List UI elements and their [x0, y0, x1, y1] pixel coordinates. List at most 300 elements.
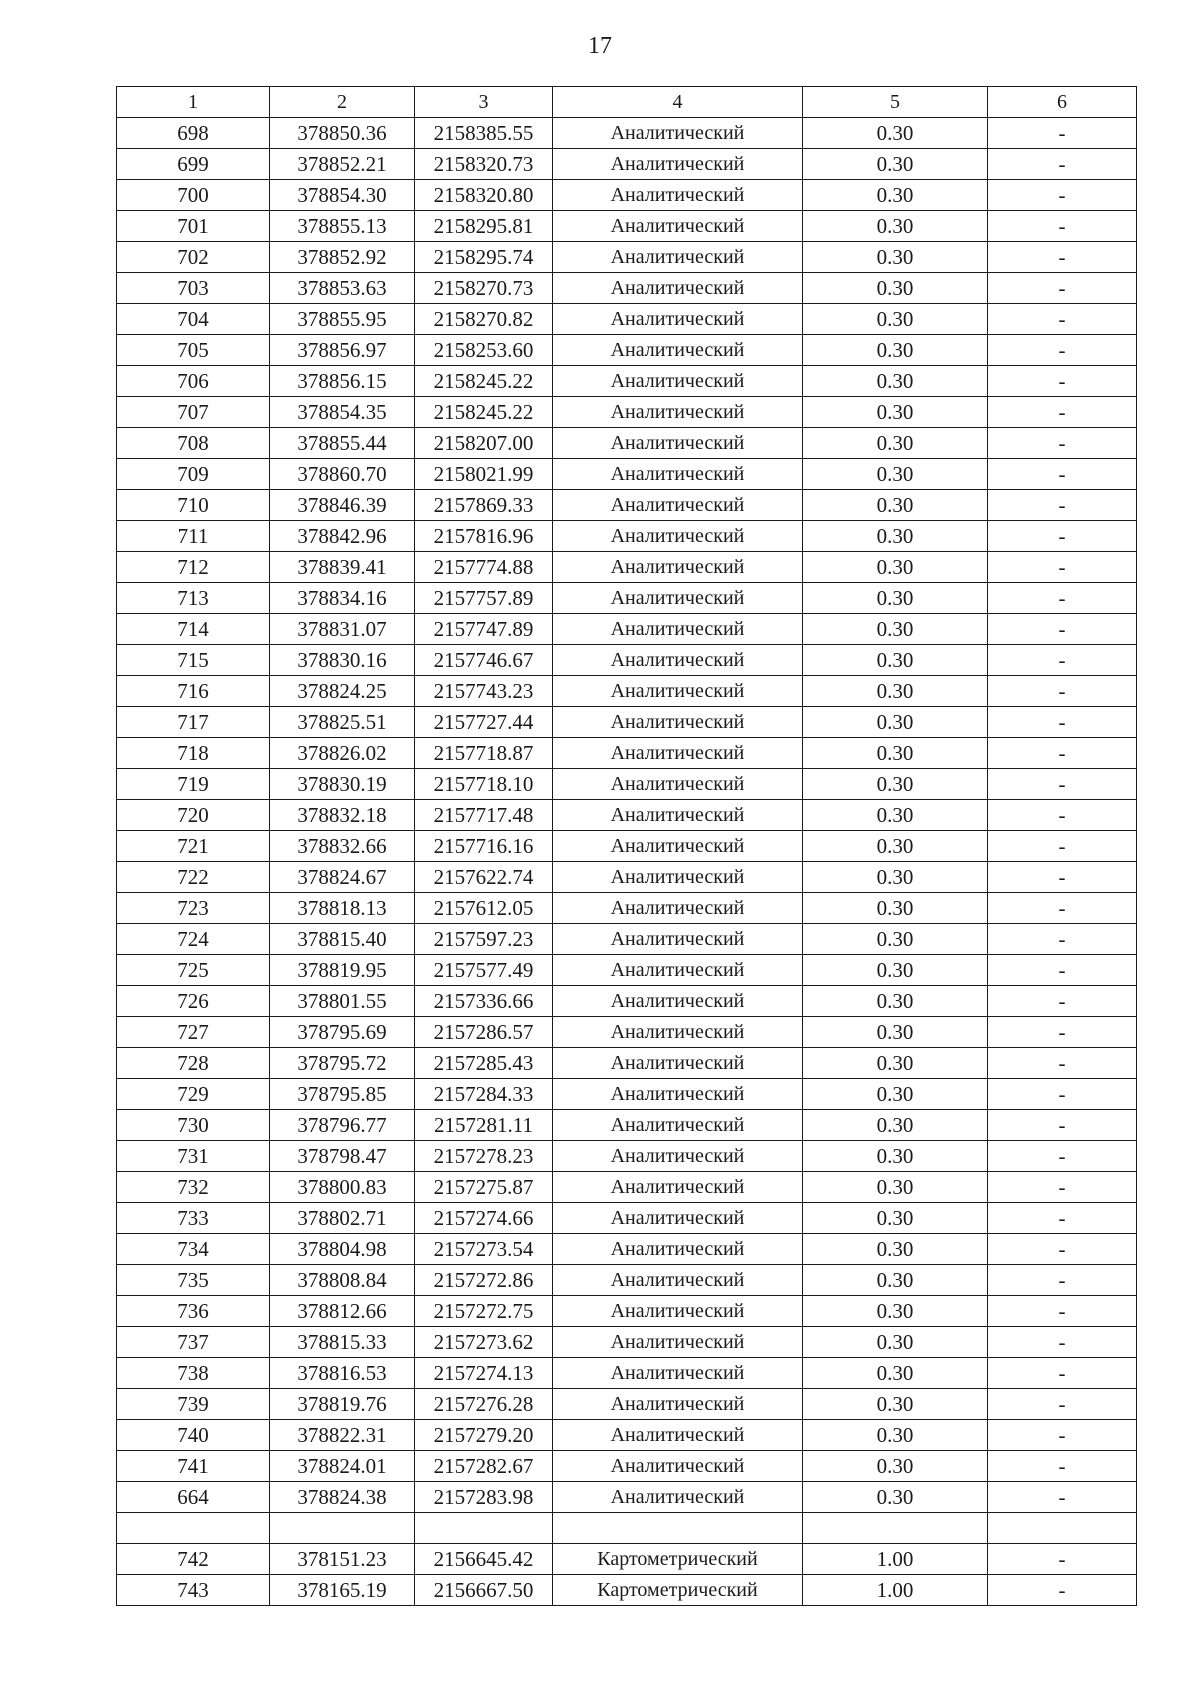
point-number-cell: 717	[117, 707, 270, 738]
y-coordinate-cell: 2158270.73	[415, 273, 553, 304]
y-coordinate-cell: 2157743.23	[415, 676, 553, 707]
note-cell: -	[988, 1575, 1137, 1606]
point-number-cell: 731	[117, 1141, 270, 1172]
point-number-cell: 664	[117, 1482, 270, 1513]
accuracy-cell: 0.30	[803, 707, 988, 738]
table-row	[117, 986, 1137, 1017]
table-row	[117, 1482, 1137, 1513]
accuracy-cell: 0.30	[803, 1420, 988, 1451]
table-row	[117, 831, 1137, 862]
table-row	[117, 1141, 1137, 1172]
x-coordinate-cell: 378826.02	[270, 738, 415, 769]
y-coordinate-cell: 2158245.22	[415, 366, 553, 397]
y-coordinate-cell: 2157622.74	[415, 862, 553, 893]
point-number-cell: 724	[117, 924, 270, 955]
accuracy-cell: 0.30	[803, 1110, 988, 1141]
column-header-3: 3	[415, 87, 553, 118]
method-cell: Аналитический	[553, 304, 803, 335]
table-row	[117, 645, 1137, 676]
x-coordinate-cell: 378812.66	[270, 1296, 415, 1327]
accuracy-cell: 0.30	[803, 1079, 988, 1110]
y-coordinate-cell: 2157747.89	[415, 614, 553, 645]
accuracy-cell: 0.30	[803, 1327, 988, 1358]
point-number-cell: 730	[117, 1110, 270, 1141]
point-number-cell: 729	[117, 1079, 270, 1110]
x-coordinate-cell: 378824.67	[270, 862, 415, 893]
x-coordinate-cell: 378853.63	[270, 273, 415, 304]
accuracy-cell: 0.30	[803, 676, 988, 707]
y-coordinate-cell: 2158245.22	[415, 397, 553, 428]
table-row	[117, 552, 1137, 583]
x-coordinate-cell: 378165.19	[270, 1575, 415, 1606]
point-number-cell: 703	[117, 273, 270, 304]
method-cell: Аналитический	[553, 1389, 803, 1420]
point-number-cell	[117, 1513, 270, 1544]
note-cell: -	[988, 676, 1137, 707]
table-row	[117, 1265, 1137, 1296]
note-cell: -	[988, 645, 1137, 676]
point-number-cell: 707	[117, 397, 270, 428]
y-coordinate-cell: 2157273.62	[415, 1327, 553, 1358]
y-coordinate-cell: 2157279.20	[415, 1420, 553, 1451]
accuracy-cell: 0.30	[803, 180, 988, 211]
note-cell: -	[988, 149, 1137, 180]
note-cell: -	[988, 738, 1137, 769]
table-row	[117, 769, 1137, 800]
method-cell: Аналитический	[553, 1234, 803, 1265]
method-cell: Аналитический	[553, 180, 803, 211]
table-row	[117, 1079, 1137, 1110]
method-cell: Аналитический	[553, 1296, 803, 1327]
y-coordinate-cell: 2158320.80	[415, 180, 553, 211]
point-number-cell: 705	[117, 335, 270, 366]
table-row	[117, 924, 1137, 955]
table-row	[117, 335, 1137, 366]
x-coordinate-cell: 378855.44	[270, 428, 415, 459]
x-coordinate-cell: 378816.53	[270, 1358, 415, 1389]
note-cell: -	[988, 614, 1137, 645]
point-number-cell: 716	[117, 676, 270, 707]
note-cell: -	[988, 831, 1137, 862]
method-cell: Аналитический	[553, 335, 803, 366]
y-coordinate-cell: 2156667.50	[415, 1575, 553, 1606]
point-number-cell: 702	[117, 242, 270, 273]
table-row	[117, 1048, 1137, 1079]
table-row	[117, 1172, 1137, 1203]
table-row	[117, 180, 1137, 211]
y-coordinate-cell: 2158270.82	[415, 304, 553, 335]
accuracy-cell: 1.00	[803, 1544, 988, 1575]
note-cell: -	[988, 118, 1137, 149]
point-number-cell: 733	[117, 1203, 270, 1234]
y-coordinate-cell: 2157746.67	[415, 645, 553, 676]
y-coordinate-cell: 2157284.33	[415, 1079, 553, 1110]
table-row	[117, 1575, 1137, 1606]
method-cell: Аналитический	[553, 1451, 803, 1482]
coordinates-table	[116, 86, 1137, 1606]
note-cell: -	[988, 335, 1137, 366]
accuracy-cell: 0.30	[803, 1141, 988, 1172]
method-cell: Аналитический	[553, 1079, 803, 1110]
table-row	[117, 397, 1137, 428]
table-row	[117, 1358, 1137, 1389]
accuracy-cell: 0.30	[803, 800, 988, 831]
x-coordinate-cell: 378798.47	[270, 1141, 415, 1172]
method-cell: Картометрический	[553, 1544, 803, 1575]
method-cell: Аналитический	[553, 924, 803, 955]
x-coordinate-cell: 378819.76	[270, 1389, 415, 1420]
accuracy-cell: 0.30	[803, 1234, 988, 1265]
x-coordinate-cell: 378802.71	[270, 1203, 415, 1234]
note-cell: -	[988, 521, 1137, 552]
method-cell: Аналитический	[553, 1017, 803, 1048]
y-coordinate-cell: 2157278.23	[415, 1141, 553, 1172]
table-row	[117, 1203, 1137, 1234]
x-coordinate-cell: 378856.97	[270, 335, 415, 366]
table-row	[117, 211, 1137, 242]
x-coordinate-cell: 378854.30	[270, 180, 415, 211]
y-coordinate-cell: 2157273.54	[415, 1234, 553, 1265]
point-number-cell: 719	[117, 769, 270, 800]
accuracy-cell: 0.30	[803, 1296, 988, 1327]
x-coordinate-cell: 378832.66	[270, 831, 415, 862]
table-row	[117, 583, 1137, 614]
x-coordinate-cell: 378815.33	[270, 1327, 415, 1358]
accuracy-cell: 0.30	[803, 1482, 988, 1513]
note-cell: -	[988, 1172, 1137, 1203]
point-number-cell: 741	[117, 1451, 270, 1482]
accuracy-cell: 0.30	[803, 149, 988, 180]
method-cell: Аналитический	[553, 242, 803, 273]
accuracy-cell: 0.30	[803, 397, 988, 428]
y-coordinate-cell: 2157716.16	[415, 831, 553, 862]
x-coordinate-cell: 378831.07	[270, 614, 415, 645]
note-cell: -	[988, 304, 1137, 335]
table-row	[117, 273, 1137, 304]
accuracy-cell: 0.30	[803, 738, 988, 769]
y-coordinate-cell: 2157717.48	[415, 800, 553, 831]
method-cell	[553, 1513, 803, 1544]
point-number-cell: 740	[117, 1420, 270, 1451]
x-coordinate-cell: 378795.85	[270, 1079, 415, 1110]
table-row	[117, 614, 1137, 645]
note-cell: -	[988, 955, 1137, 986]
note-cell: -	[988, 769, 1137, 800]
note-cell: -	[988, 1265, 1137, 1296]
note-cell: -	[988, 1141, 1137, 1172]
x-coordinate-cell: 378832.18	[270, 800, 415, 831]
method-cell: Аналитический	[553, 583, 803, 614]
point-number-cell: 714	[117, 614, 270, 645]
accuracy-cell: 0.30	[803, 893, 988, 924]
x-coordinate-cell: 378846.39	[270, 490, 415, 521]
accuracy-cell: 0.30	[803, 552, 988, 583]
note-cell: -	[988, 893, 1137, 924]
point-number-cell: 698	[117, 118, 270, 149]
method-cell: Аналитический	[553, 366, 803, 397]
accuracy-cell: 0.30	[803, 1389, 988, 1420]
x-coordinate-cell: 378830.16	[270, 645, 415, 676]
y-coordinate-cell: 2157282.67	[415, 1451, 553, 1482]
x-coordinate-cell: 378795.72	[270, 1048, 415, 1079]
y-coordinate-cell: 2157336.66	[415, 986, 553, 1017]
note-cell: -	[988, 180, 1137, 211]
method-cell: Аналитический	[553, 986, 803, 1017]
method-cell: Аналитический	[553, 1265, 803, 1296]
x-coordinate-cell: 378818.13	[270, 893, 415, 924]
note-cell: -	[988, 242, 1137, 273]
y-coordinate-cell: 2158253.60	[415, 335, 553, 366]
method-cell: Аналитический	[553, 955, 803, 986]
table-row	[117, 521, 1137, 552]
method-cell: Аналитический	[553, 1420, 803, 1451]
method-cell: Аналитический	[553, 1327, 803, 1358]
x-coordinate-cell: 378825.51	[270, 707, 415, 738]
x-coordinate-cell: 378856.15	[270, 366, 415, 397]
accuracy-cell: 0.30	[803, 428, 988, 459]
x-coordinate-cell: 378834.16	[270, 583, 415, 614]
x-coordinate-cell: 378824.25	[270, 676, 415, 707]
method-cell: Аналитический	[553, 118, 803, 149]
method-cell: Аналитический	[553, 1482, 803, 1513]
point-number-cell: 706	[117, 366, 270, 397]
y-coordinate-cell: 2157869.33	[415, 490, 553, 521]
point-number-cell: 701	[117, 211, 270, 242]
accuracy-cell: 0.30	[803, 242, 988, 273]
x-coordinate-cell: 378860.70	[270, 459, 415, 490]
point-number-cell: 709	[117, 459, 270, 490]
y-coordinate-cell: 2157718.10	[415, 769, 553, 800]
table-row	[117, 304, 1137, 335]
y-coordinate-cell: 2157274.13	[415, 1358, 553, 1389]
y-coordinate-cell: 2157274.66	[415, 1203, 553, 1234]
y-coordinate-cell: 2157272.75	[415, 1296, 553, 1327]
table-row	[117, 1327, 1137, 1358]
method-cell: Аналитический	[553, 490, 803, 521]
note-cell: -	[988, 1079, 1137, 1110]
accuracy-cell: 0.30	[803, 211, 988, 242]
note-cell: -	[988, 1296, 1137, 1327]
method-cell: Аналитический	[553, 397, 803, 428]
method-cell: Аналитический	[553, 831, 803, 862]
table-row	[117, 1296, 1137, 1327]
point-number-cell: 725	[117, 955, 270, 986]
x-coordinate-cell: 378808.84	[270, 1265, 415, 1296]
column-header-2: 2	[270, 87, 415, 118]
point-number-cell: 700	[117, 180, 270, 211]
table-row	[117, 738, 1137, 769]
point-number-cell: 704	[117, 304, 270, 335]
column-header-1: 1	[117, 87, 270, 118]
point-number-cell: 732	[117, 1172, 270, 1203]
table-row	[117, 118, 1137, 149]
note-cell: -	[988, 862, 1137, 893]
y-coordinate-cell: 2158207.00	[415, 428, 553, 459]
method-cell: Аналитический	[553, 707, 803, 738]
table-row	[117, 862, 1137, 893]
method-cell: Аналитический	[553, 552, 803, 583]
x-coordinate-cell: 378855.13	[270, 211, 415, 242]
note-cell: -	[988, 1358, 1137, 1389]
y-coordinate-cell: 2157275.87	[415, 1172, 553, 1203]
accuracy-cell	[803, 1513, 988, 1544]
x-coordinate-cell: 378815.40	[270, 924, 415, 955]
point-number-cell: 738	[117, 1358, 270, 1389]
x-coordinate-cell: 378824.01	[270, 1451, 415, 1482]
point-number-cell: 723	[117, 893, 270, 924]
point-number-cell: 737	[117, 1327, 270, 1358]
table-row	[117, 893, 1137, 924]
point-number-cell: 715	[117, 645, 270, 676]
table-row	[117, 1544, 1137, 1575]
method-cell: Аналитический	[553, 614, 803, 645]
method-cell: Аналитический	[553, 645, 803, 676]
note-cell: -	[988, 583, 1137, 614]
column-header-5: 5	[803, 87, 988, 118]
y-coordinate-cell	[415, 1513, 553, 1544]
note-cell	[988, 1513, 1137, 1544]
y-coordinate-cell: 2158295.74	[415, 242, 553, 273]
note-cell: -	[988, 1203, 1137, 1234]
method-cell: Аналитический	[553, 769, 803, 800]
method-cell: Аналитический	[553, 149, 803, 180]
point-number-cell: 699	[117, 149, 270, 180]
x-coordinate-cell: 378822.31	[270, 1420, 415, 1451]
method-cell: Аналитический	[553, 1110, 803, 1141]
method-cell: Аналитический	[553, 738, 803, 769]
x-coordinate-cell: 378850.36	[270, 118, 415, 149]
y-coordinate-cell: 2157283.98	[415, 1482, 553, 1513]
method-cell: Картометрический	[553, 1575, 803, 1606]
method-cell: Аналитический	[553, 273, 803, 304]
accuracy-cell: 0.30	[803, 1048, 988, 1079]
y-coordinate-cell: 2158385.55	[415, 118, 553, 149]
x-coordinate-cell: 378795.69	[270, 1017, 415, 1048]
point-number-cell: 727	[117, 1017, 270, 1048]
accuracy-cell: 0.30	[803, 1451, 988, 1482]
y-coordinate-cell: 2157281.11	[415, 1110, 553, 1141]
note-cell: -	[988, 552, 1137, 583]
y-coordinate-cell: 2157577.49	[415, 955, 553, 986]
accuracy-cell: 0.30	[803, 862, 988, 893]
table-row	[117, 1110, 1137, 1141]
x-coordinate-cell: 378801.55	[270, 986, 415, 1017]
table-row	[117, 800, 1137, 831]
note-cell: -	[988, 1017, 1137, 1048]
accuracy-cell: 0.30	[803, 645, 988, 676]
table-row	[117, 149, 1137, 180]
table-row	[117, 1017, 1137, 1048]
accuracy-cell: 0.30	[803, 614, 988, 645]
y-coordinate-cell: 2157774.88	[415, 552, 553, 583]
point-number-cell: 713	[117, 583, 270, 614]
accuracy-cell: 0.30	[803, 1172, 988, 1203]
accuracy-cell: 0.30	[803, 304, 988, 335]
accuracy-cell: 0.30	[803, 1203, 988, 1234]
accuracy-cell: 0.30	[803, 955, 988, 986]
table-row	[117, 707, 1137, 738]
y-coordinate-cell: 2158320.73	[415, 149, 553, 180]
x-coordinate-cell: 378804.98	[270, 1234, 415, 1265]
method-cell: Аналитический	[553, 1048, 803, 1079]
point-number-cell: 710	[117, 490, 270, 521]
y-coordinate-cell: 2157816.96	[415, 521, 553, 552]
note-cell: -	[988, 800, 1137, 831]
point-number-cell: 742	[117, 1544, 270, 1575]
table-row	[117, 1420, 1137, 1451]
point-number-cell: 739	[117, 1389, 270, 1420]
method-cell: Аналитический	[553, 1203, 803, 1234]
note-cell: -	[988, 1482, 1137, 1513]
point-number-cell: 711	[117, 521, 270, 552]
note-cell: -	[988, 1389, 1137, 1420]
table-row	[117, 1234, 1137, 1265]
accuracy-cell: 0.30	[803, 490, 988, 521]
accuracy-cell: 0.30	[803, 118, 988, 149]
table-row	[117, 459, 1137, 490]
note-cell: -	[988, 459, 1137, 490]
y-coordinate-cell: 2157276.28	[415, 1389, 553, 1420]
point-number-cell: 736	[117, 1296, 270, 1327]
accuracy-cell: 0.30	[803, 986, 988, 1017]
point-number-cell: 712	[117, 552, 270, 583]
point-number-cell: 734	[117, 1234, 270, 1265]
point-number-cell: 708	[117, 428, 270, 459]
note-cell: -	[988, 1327, 1137, 1358]
method-cell: Аналитический	[553, 459, 803, 490]
table-row	[117, 428, 1137, 459]
column-header-6: 6	[988, 87, 1137, 118]
point-number-cell: 728	[117, 1048, 270, 1079]
table-body	[117, 118, 1137, 1606]
method-cell: Аналитический	[553, 893, 803, 924]
table-row	[117, 242, 1137, 273]
note-cell: -	[988, 1420, 1137, 1451]
method-cell: Аналитический	[553, 676, 803, 707]
point-number-cell: 735	[117, 1265, 270, 1296]
note-cell: -	[988, 707, 1137, 738]
column-header-4: 4	[553, 87, 803, 118]
accuracy-cell: 0.30	[803, 924, 988, 955]
accuracy-cell: 0.30	[803, 583, 988, 614]
header-row	[117, 87, 1137, 118]
note-cell: -	[988, 211, 1137, 242]
table-header	[117, 87, 1137, 118]
point-number-cell: 718	[117, 738, 270, 769]
note-cell: -	[988, 428, 1137, 459]
y-coordinate-cell: 2157727.44	[415, 707, 553, 738]
x-coordinate-cell: 378854.35	[270, 397, 415, 428]
note-cell: -	[988, 1110, 1137, 1141]
x-coordinate-cell: 378819.95	[270, 955, 415, 986]
accuracy-cell: 1.00	[803, 1575, 988, 1606]
note-cell: -	[988, 986, 1137, 1017]
accuracy-cell: 0.30	[803, 769, 988, 800]
y-coordinate-cell: 2158295.81	[415, 211, 553, 242]
method-cell: Аналитический	[553, 862, 803, 893]
x-coordinate-cell: 378842.96	[270, 521, 415, 552]
y-coordinate-cell: 2157272.86	[415, 1265, 553, 1296]
x-coordinate-cell	[270, 1513, 415, 1544]
x-coordinate-cell: 378852.92	[270, 242, 415, 273]
y-coordinate-cell: 2157718.87	[415, 738, 553, 769]
x-coordinate-cell: 378800.83	[270, 1172, 415, 1203]
y-coordinate-cell: 2156645.42	[415, 1544, 553, 1575]
y-coordinate-cell: 2157612.05	[415, 893, 553, 924]
method-cell: Аналитический	[553, 211, 803, 242]
method-cell: Аналитический	[553, 428, 803, 459]
y-coordinate-cell: 2157285.43	[415, 1048, 553, 1079]
